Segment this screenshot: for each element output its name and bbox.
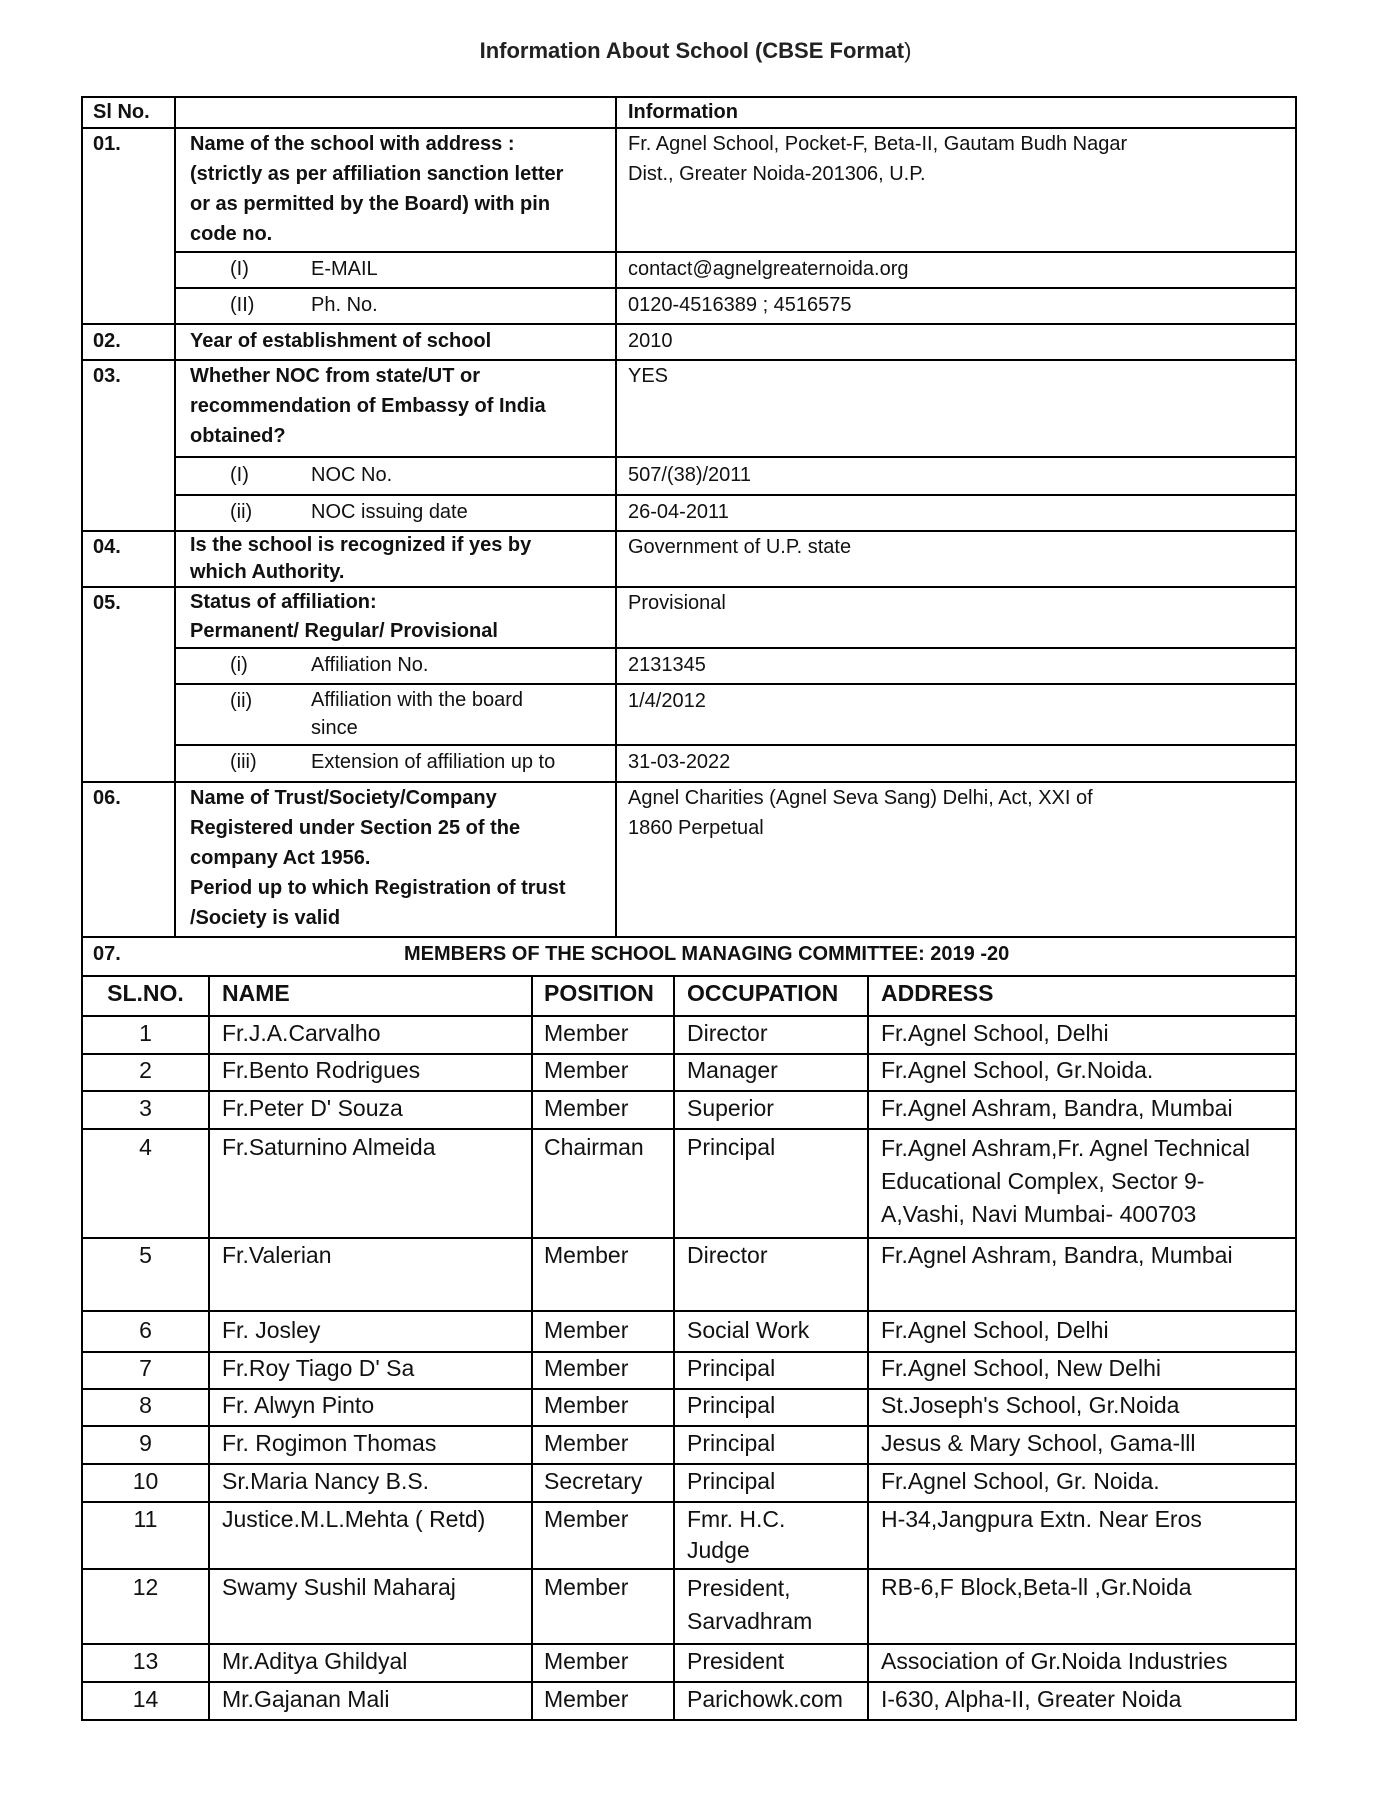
- member-address: Fr.Agnel School, Gr. Noida.: [881, 1468, 1160, 1494]
- label-line: /Society is valid: [190, 907, 341, 929]
- member-name: Mr.Gajanan Mali: [222, 1686, 390, 1712]
- member-address: Fr.Agnel Ashram, Bandra, Mumbai: [881, 1095, 1233, 1121]
- label-line: (strictly as per affiliation sanction letter: [190, 163, 564, 185]
- committee-row-border: [81, 1643, 1297, 1645]
- address-line: A,Vashi, Navi Mumbai- 400703: [881, 1201, 1197, 1227]
- row-05-affiliation-since-label: [311, 686, 523, 742]
- row-02-number: 02.: [93, 330, 121, 352]
- member-address: St.Joseph's School, Gr.Noida: [881, 1392, 1180, 1418]
- member-address: I-630, Alpha-II, Greater Noida: [881, 1686, 1182, 1712]
- member-address: Fr.Agnel School, Gr.Noida.: [881, 1057, 1154, 1083]
- member-name: Fr.Bento Rodrigues: [222, 1057, 421, 1083]
- member-occupation: Principal: [687, 1468, 776, 1494]
- row-06-number: 06.: [93, 787, 121, 809]
- member-sl: 2: [139, 1057, 152, 1083]
- row-03-label: [190, 361, 546, 451]
- label-line: Registered under Section 25 of the: [190, 817, 521, 839]
- member-address: Fr.Agnel School, New Delhi: [881, 1355, 1161, 1381]
- committee-occupation-divider: [673, 975, 675, 1721]
- committee-row-border: [81, 1463, 1297, 1465]
- member-sl: 7: [139, 1355, 152, 1381]
- label-line: Name of Trust/Society/Company: [190, 787, 497, 809]
- member-name: Fr.J.A.Carvalho: [222, 1020, 381, 1046]
- member-sl: 1: [139, 1020, 152, 1046]
- occupation-line: Fmr. H.C.: [687, 1506, 786, 1532]
- row-03-number: 03.: [93, 365, 121, 387]
- row-border: [81, 975, 1297, 977]
- occupation-line: Judge: [687, 1537, 750, 1563]
- member-name: Mr.Aditya Ghildyal: [222, 1648, 408, 1674]
- row-01-number: 01.: [93, 133, 121, 155]
- committee-row-border: [81, 1501, 1297, 1503]
- committee-row-border: [81, 1090, 1297, 1092]
- row-border: [174, 251, 1297, 253]
- address-line: Educational Complex, Sector 9-: [881, 1168, 1205, 1194]
- member-sl: 13: [132, 1648, 159, 1674]
- row-01-phone-label: Ph. No.: [311, 294, 378, 316]
- row-05-affiliation-no-value: 2131345: [628, 654, 706, 676]
- row-border: [81, 323, 1297, 325]
- label-line: Permanent/ Regular/ Provisional: [190, 620, 498, 642]
- member-sl: 11: [133, 1506, 158, 1532]
- title-text: Information About School (CBSE Format: [479, 38, 905, 63]
- committee-row-border: [81, 1425, 1297, 1427]
- row-05-sub-i-num: (i): [230, 654, 248, 676]
- row-01-label: [190, 129, 563, 249]
- member-position: Member: [544, 1355, 629, 1381]
- row-06-label: [190, 783, 566, 933]
- member-address: Association of Gr.Noida Industries: [881, 1648, 1228, 1674]
- row-01-sub-i-num: (I): [230, 258, 249, 280]
- label-line: obtained?: [190, 425, 286, 447]
- row-03-noc-date-value: 26-04-2011: [628, 501, 729, 523]
- row-05-number: 05.: [93, 592, 121, 614]
- row-01-phone-value: 0120-4516389 ; 4516575: [628, 294, 852, 316]
- member-address: [881, 1132, 1250, 1231]
- value-line: Agnel Charities (Agnel Seva Sang) Delhi, Act, XXI of: [628, 787, 1093, 809]
- member-name: Fr. Rogimon Thomas: [222, 1430, 437, 1456]
- committee-row-border: [81, 1237, 1297, 1239]
- label-line: code no.: [190, 223, 273, 245]
- row-01-email-label: E-MAIL: [311, 258, 378, 280]
- committee-row-border: [81, 1681, 1297, 1683]
- row-07-number: 07.: [93, 943, 121, 965]
- committee-heading: MEMBERS OF THE SCHOOL MANAGING COMMITTEE: 2019 -20: [404, 943, 1010, 965]
- row-04-number: 04.: [93, 536, 121, 558]
- member-address: H-34,Jangpura Extn. Near Eros: [881, 1506, 1202, 1532]
- header-information: Information: [628, 101, 738, 123]
- label-line: Whether NOC from state/UT or: [190, 365, 481, 387]
- committee-row-border: [81, 1128, 1297, 1130]
- row-05-label: [190, 588, 498, 646]
- committee-row-border: [81, 1310, 1297, 1312]
- label-line: or as permitted by the Board) with pin: [190, 193, 551, 215]
- committee-address-divider: [867, 975, 869, 1721]
- row-02-value: 2010: [628, 330, 673, 352]
- row-05-extension-value: 31-03-2022: [628, 751, 731, 773]
- row-04-label: [190, 532, 531, 586]
- label-line: Name of the school with address :: [190, 133, 515, 155]
- table-bottom-border: [81, 1719, 1297, 1721]
- member-position: Member: [544, 1506, 629, 1532]
- member-occupation: Manager: [687, 1057, 778, 1083]
- member-sl: 9: [139, 1430, 152, 1456]
- committee-name-divider: [208, 975, 210, 1721]
- row-05-extension-label: Extension of affiliation up to: [311, 751, 556, 773]
- member-occupation: Parichowk.com: [687, 1686, 843, 1712]
- member-sl: 6: [139, 1317, 152, 1343]
- member-name: Justice.M.L.Mehta ( Retd): [222, 1506, 486, 1532]
- member-name: Swamy Sushil Maharaj: [222, 1574, 456, 1600]
- member-position: Chairman: [544, 1134, 644, 1160]
- member-name: Fr.Peter D' Souza: [222, 1095, 403, 1121]
- label-line: company Act 1956.: [190, 847, 371, 869]
- address-line: Fr.Agnel Ashram,Fr. Agnel Technical: [881, 1135, 1251, 1161]
- row-06-value: [628, 783, 1093, 843]
- sl-column-divider: [174, 96, 176, 937]
- member-name: Fr. Alwyn Pinto: [222, 1392, 375, 1418]
- member-occupation: Principal: [687, 1355, 776, 1381]
- member-position: Member: [544, 1057, 629, 1083]
- member-occupation: [687, 1572, 812, 1638]
- row-border: [174, 287, 1297, 289]
- row-01-value: [628, 129, 1127, 189]
- member-position: Member: [544, 1317, 629, 1343]
- row-01-sub-ii-num: (II): [230, 294, 255, 316]
- committee-col-position: POSITION: [544, 980, 654, 1006]
- committee-header-border: [81, 1015, 1297, 1017]
- member-occupation: Social Work: [687, 1317, 810, 1343]
- member-position: Secretary: [544, 1468, 643, 1494]
- member-position: Member: [544, 1430, 629, 1456]
- label-line: recommendation of Embassy of India: [190, 395, 546, 417]
- committee-col-address: ADDRESS: [881, 980, 994, 1006]
- occupation-line: Sarvadhram: [687, 1608, 813, 1634]
- member-name: Fr.Roy Tiago D' Sa: [222, 1355, 415, 1381]
- row-03-noc-no-label: NOC No.: [311, 464, 393, 486]
- member-address: Fr.Agnel Ashram, Bandra, Mumbai: [881, 1242, 1233, 1268]
- table-border-right: [1295, 96, 1297, 1721]
- member-address: RB-6,F Block,Beta-ll ,Gr.Noida: [881, 1574, 1192, 1600]
- member-position: Member: [544, 1686, 629, 1712]
- label-line: which Authority.: [190, 561, 345, 583]
- row-border: [174, 647, 1297, 649]
- row-05-sub-ii-num: (ii): [230, 690, 253, 712]
- row-03-value: YES: [628, 365, 669, 387]
- member-sl: 4: [139, 1134, 152, 1160]
- member-position: Member: [544, 1095, 629, 1121]
- committee-col-occupation: OCCUPATION: [687, 980, 839, 1006]
- row-01-email-value: contact@agnelgreaternoida.org: [628, 258, 909, 280]
- label-line: since: [311, 717, 358, 739]
- member-sl: 8: [139, 1392, 152, 1418]
- member-position: Member: [544, 1648, 629, 1674]
- title-paren: ): [904, 38, 912, 63]
- member-address: Jesus & Mary School, Gama-lll: [881, 1430, 1196, 1456]
- member-position: Member: [544, 1392, 629, 1418]
- committee-position-divider: [531, 975, 533, 1721]
- committee-col-slno: SL.NO.: [107, 980, 184, 1006]
- member-occupation: Director: [687, 1242, 768, 1268]
- row-04-value: Government of U.P. state: [628, 536, 852, 558]
- member-position: Member: [544, 1020, 629, 1046]
- row-05-affiliation-no-label: Affiliation No.: [311, 654, 429, 676]
- member-name: Fr. Josley: [222, 1317, 321, 1343]
- member-sl: 10: [132, 1468, 159, 1494]
- row-05-value: Provisional: [628, 592, 726, 614]
- member-sl: 14: [132, 1686, 159, 1712]
- member-occupation: Principal: [687, 1392, 776, 1418]
- label-line: Period up to which Registration of trust: [190, 877, 566, 899]
- member-position: Member: [544, 1242, 629, 1268]
- member-name: Sr.Maria Nancy B.S.: [222, 1468, 430, 1494]
- member-name: Fr.Saturnino Almeida: [222, 1134, 436, 1160]
- label-line: Is the school is recognized if yes by: [190, 534, 532, 556]
- row-03-sub-ii-num: (ii): [230, 501, 253, 523]
- member-address: Fr.Agnel School, Delhi: [881, 1020, 1109, 1046]
- value-line: Fr. Agnel School, Pocket-F, Beta-II, Gautam Budh Nagar: [628, 133, 1128, 155]
- row-border: [174, 744, 1297, 746]
- member-occupation: Director: [687, 1020, 768, 1046]
- member-occupation: [687, 1504, 785, 1566]
- member-position: Member: [544, 1574, 629, 1600]
- member-sl: 12: [132, 1574, 159, 1600]
- value-line: Dist., Greater Noida-201306, U.P.: [628, 163, 926, 185]
- row-border: [174, 494, 1297, 496]
- header-sl-no: Sl No.: [93, 101, 150, 123]
- row-05-sub-iii-num: (iii): [230, 751, 257, 773]
- member-name: Fr.Valerian: [222, 1242, 332, 1268]
- member-occupation: Principal: [687, 1134, 776, 1160]
- member-sl: 5: [139, 1242, 152, 1268]
- member-address: Fr.Agnel School, Delhi: [881, 1317, 1109, 1343]
- row-03-noc-date-label: NOC issuing date: [311, 501, 468, 523]
- committee-row-border: [81, 1568, 1297, 1570]
- label-line: Status of affiliation:: [190, 591, 377, 613]
- row-05-affiliation-since-value: 1/4/2012: [628, 690, 706, 712]
- row-03-sub-i-num: (I): [230, 464, 249, 486]
- member-occupation: Superior: [687, 1095, 774, 1121]
- row-03-noc-no-value: 507/(38)/2011: [628, 464, 752, 486]
- member-occupation: President: [687, 1648, 785, 1674]
- member-sl: 3: [139, 1095, 152, 1121]
- row-border: [174, 683, 1297, 685]
- occupation-line: President,: [687, 1575, 791, 1601]
- row-border: [81, 936, 1297, 938]
- info-column-divider: [615, 96, 617, 937]
- row-border: [174, 456, 1297, 458]
- member-occupation: Principal: [687, 1430, 776, 1456]
- row-02-label: Year of establishment of school: [190, 330, 492, 352]
- value-line: 1860 Perpetual: [628, 817, 764, 839]
- label-line: Affiliation with the board: [311, 689, 523, 711]
- committee-col-name: NAME: [222, 980, 290, 1006]
